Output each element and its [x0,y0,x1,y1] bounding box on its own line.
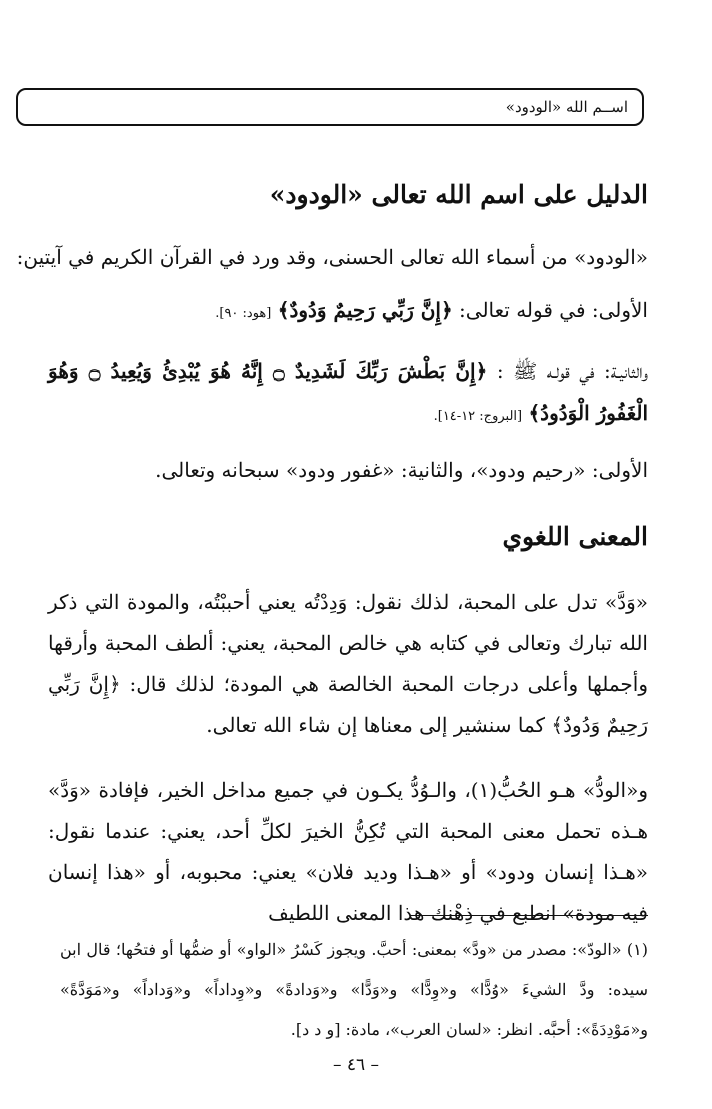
second-verse-text: ﴿إِنَّ بَطْشَ رَبِّكَ لَشَدِيدٌ ۝ إِنَّهُ هُوَ يُبْدِئُ وَيُعِيدُ ۝ وَهُوَ الْغَفُورُ الْوَدُودُ﴾ [48,359,648,425]
second-verse-label: والثانيـة: في قولـه ﷺ : [487,359,649,383]
running-header [16,88,644,126]
second-verse-reference: [البروج: ١٢-١٤]. [433,409,523,424]
linguistic-paragraph-2: و«الودُّ» هـو الحُبُّ(١)، والـوُدُّ يكـون في جميع مداخل الخير، فإفادة «وَدَّ» هـذه تحمل معنى المحبة التي تُكِنُّ الخيرَ لكلِّ أحد، يعني: عندما نقول: «هـذا إنسان ودود» أو «هـذا وديد فلان» يعني: محبوبه، أو «هذا إنسان فيه مودة» انطبع في ذِهْنك هذا المعنى اللطيف [48,778,648,925]
footnote-separator [410,915,648,916]
header-title: اســم الله «الودود» [505,98,628,116]
linguistic-paragraph-1: «وَدَّ» تدل على المحبة، لذلك نقول: وَدِدْتُه يعني أحببْتُه، والمودة التي ذكر الله تبارك وتعالى في كتابه هي خالص المحبة، يعني: ألطف المحبة وأرقها وأجملها وأعلى درجات المحبة الخالصة هي المودة؛ لذلك قال: ﴿إِنَّ رَبِّي رَحِيمٌ وَدُودٌ﴾ كما سنشير إلى معناها إن شاء الله تعالى. [48,590,648,737]
footnote-1: (١) «الودّ»: مصدر من «ودَّ» بمعنى: أحبَّ. ويجوز كَسْرُ «الواو» أو ضمُّها أو فتحُها؛ قال ابن سيده: ودَّ الشيءَ «وُدًّا» و«وِدًّا» و«وَدًّا» و«وَدادةً» و«وِداداً» و«وَداداً» و«مَوَدَّةً» و«مَوْدِدَةً»: أحبَّه. انظر: «لسان العرب»، مادة: [و د د]. [60,940,649,1039]
first-verse-reference: [هود: ٩٠]. [215,306,272,321]
first-verse-label: الأولى: في قوله تعالى: [452,298,648,322]
first-verse-text: ﴿إِنَّ رَبِّي رَحِيمٌ وَدُودٌ﴾ [277,298,453,322]
section-heading-evidence: الدليل على اسم الله تعالى «الودود» [269,180,648,209]
first-verse-line [58,298,648,322]
page-number: – ٤٦ – [332,1055,380,1075]
second-verse-paragraph [48,350,648,438]
intro-paragraph: «الودود» من أسماء الله تعالى الحسنى، وقد ورد في القرآن الكريم في آيتين: [16,245,648,269]
verses-summary: الأولى: «رحيم ودود»، والثانية: «غفور ودود» سبحانه وتعالى. [155,458,648,482]
section-heading-linguistic: المعنى اللغوي [502,522,648,551]
